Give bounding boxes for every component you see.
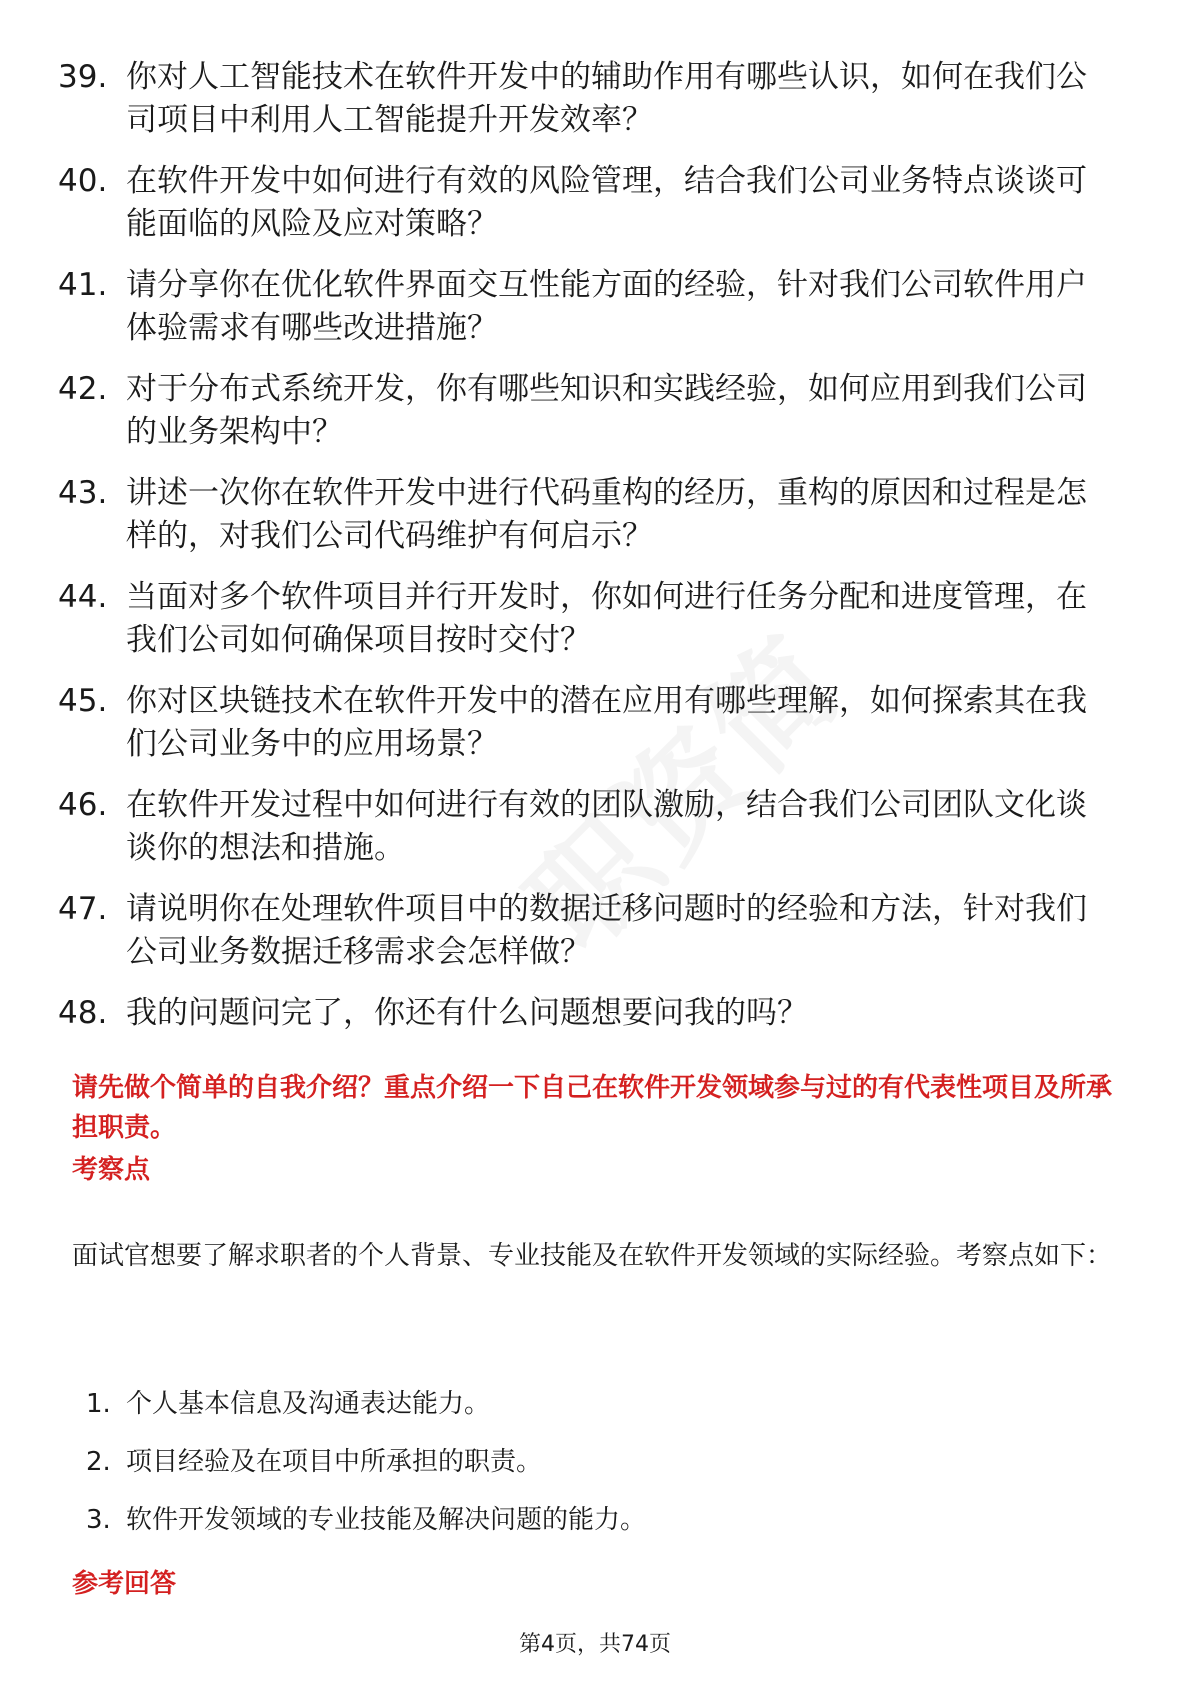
question-text: 讲述一次你在软件开发中进行代码重构的经历，重构的原因和过程是怎样的，对我们公司代码维护有何启示？ <box>126 475 1087 554</box>
point-number: 3. <box>86 1505 111 1535</box>
question-number: 41. <box>58 267 108 303</box>
point-text: 项目经验及在项目中所承担的职责。 <box>126 1447 543 1477</box>
list-item <box>0 56 1190 142</box>
list-item <box>0 472 1190 558</box>
page-footer: 第4页，共74页 <box>519 1632 671 1657</box>
question-text: 对于分布式系统开发，你有哪些知识和实践经验，如何应用到我们公司的业务架构中？ <box>126 371 1087 450</box>
question-number: 47. <box>58 891 108 927</box>
question-text: 当面对多个软件项目并行开发时，你如何进行任务分配和进度管理，在我们公司如何确保项目按时交付？ <box>126 579 1087 658</box>
section-title-assessment: 考察点 <box>72 1155 151 1185</box>
point-text: 软件开发领域的专业技能及解决问题的能力。 <box>126 1505 647 1535</box>
list-item <box>0 784 1190 870</box>
point-number: 2. <box>86 1447 111 1477</box>
question-text: 请说明你在处理软件项目中的数据迁移问题时的经验和方法，针对我们公司业务数据迁移需求会怎样做？ <box>126 891 1087 970</box>
question-text: 在软件开发中如何进行有效的风险管理，结合我们公司业务特点谈谈可能面临的风险及应对策略？ <box>126 163 1087 242</box>
main-question-heading: 请先做个简单的自我介绍？重点介绍一下自己在软件开发领域参与过的有代表性项目及所承担职责。 <box>72 1073 1113 1143</box>
list-item <box>0 888 1190 974</box>
question-number: 44. <box>58 579 108 615</box>
question-list <box>0 56 1190 1035</box>
list-item <box>72 1386 1120 1422</box>
list-item <box>0 992 1190 1035</box>
question-text: 我的问题问完了，你还有什么问题想要问我的吗？ <box>126 995 808 1031</box>
question-number: 40. <box>58 163 108 199</box>
list-item <box>72 1444 1120 1480</box>
point-text: 个人基本信息及沟通表达能力。 <box>126 1389 491 1419</box>
question-text: 你对人工智能技术在软件开发中的辅助作用有哪些认识，如何在我们公司项目中利用人工智能提升开发效率？ <box>126 59 1087 138</box>
question-number: 39. <box>58 59 108 95</box>
point-number: 1. <box>86 1389 111 1419</box>
question-number: 42. <box>58 371 108 407</box>
question-text: 请分享你在优化软件界面交互性能方面的经验，针对我们公司软件用户体验需求有哪些改进措施？ <box>126 267 1087 346</box>
list-item <box>0 264 1190 350</box>
question-text: 在软件开发过程中如何进行有效的团队激励，结合我们公司团队文化谈谈你的想法和措施。 <box>126 787 1087 866</box>
question-number: 43. <box>58 475 108 511</box>
list-item <box>0 680 1190 766</box>
question-number: 48. <box>58 995 108 1031</box>
list-item <box>0 160 1190 246</box>
question-number: 46. <box>58 787 108 823</box>
question-number: 45. <box>58 683 108 719</box>
section-title-reference-answer: 参考回答 <box>72 1569 177 1599</box>
list-item <box>72 1502 1120 1538</box>
assessment-points <box>72 1386 1120 1560</box>
list-item <box>0 576 1190 662</box>
list-item <box>0 368 1190 454</box>
assessment-paragraph: 面试官想要了解求职者的个人背景、专业技能及在软件开发领域的实际经验。考察点如下： <box>72 1241 1113 1271</box>
question-text: 你对区块链技术在软件开发中的潜在应用有哪些理解，如何探索其在我们公司业务中的应用场景？ <box>126 683 1087 762</box>
